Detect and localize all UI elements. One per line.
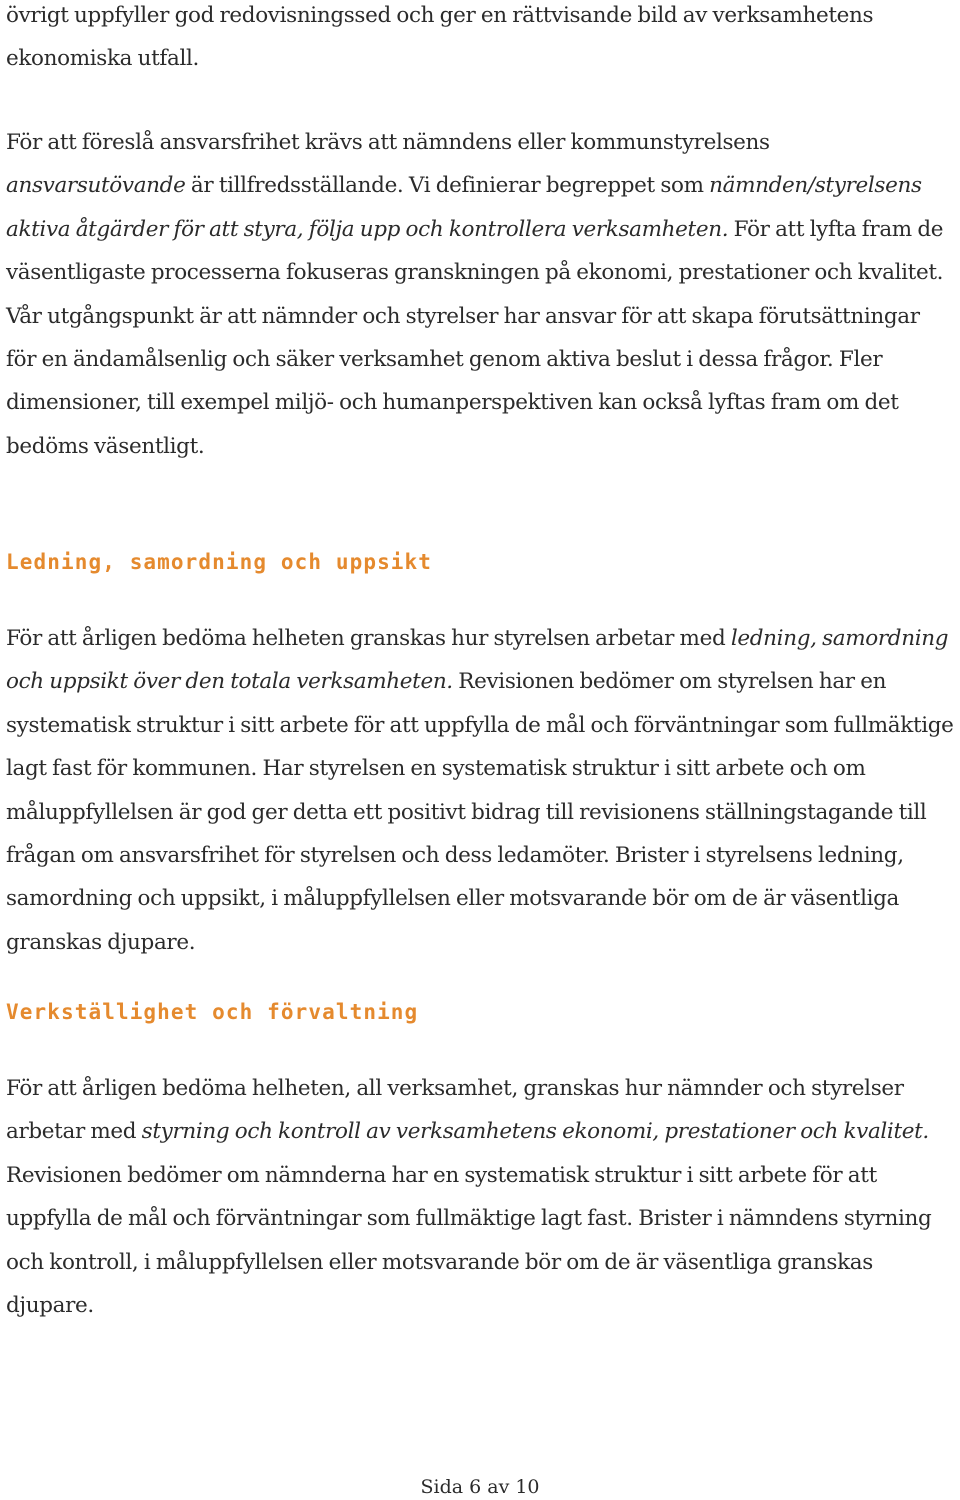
paragraph-ansvarsfrihet <box>6 121 954 468</box>
paragraph-text: Revisionen bedömer om nämnderna har en systematisk struktur i sitt arbete för att uppfylla de mål och förväntningar som fullmäktige lagt fast. Brister i nämndens styrning och kontroll, i måluppfyllelsen eller motsvarande bör om de är väsentliga granskas djupare. <box>6 1162 932 1319</box>
emphasis-text: ledning, samordning och uppsikt över den totala verksamheten. <box>6 626 949 695</box>
page-number-footer: Sida 6 av 10 <box>420 1476 540 1498</box>
section-heading-verkstallighet: Verkställighet och förvaltning <box>6 1000 419 1024</box>
paragraph-ledning <box>6 617 954 964</box>
paragraph-verkstallighet <box>6 1067 954 1327</box>
emphasis-text: nämnden/styrelsens aktiva åtgärder för att styra, följa upp och kontrollera verksamheten. <box>6 173 922 242</box>
emphasis-text: ansvarsutövande <box>6 173 186 199</box>
paragraph-text: övrigt uppfyller god redovisningssed och ger en rättvisande bild av verksamhetens ekonomiska utfall. <box>6 3 874 72</box>
paragraph-text: är tillfredsställande. Vi definierar begreppet som <box>185 173 710 199</box>
paragraph-text: Revisionen bedömer om styrelsen har en systematisk struktur i sitt arbete för att uppfylla de mål och förväntningar som fullmäktige lagt fast för kommunen. Har styrelsen en systematisk struktur i sitt arbete och om måluppfyllelsen är god ger detta ett positivt bidrag till revisionens ställningstagande till frågan om ansvarsfrihet för styrelsen och dess ledamöter. Brister i styrelsens ledning, samordning och uppsikt, i måluppfyllelsen eller motsvarande bör om de är väsentliga granskas djupare. <box>6 669 954 955</box>
paragraph-text: För att föreslå ansvarsfrihet krävs att nämndens eller kommunstyrelsens <box>6 130 770 155</box>
section-heading-ledning: Ledning, samordning och uppsikt <box>6 550 433 574</box>
paragraph-text: För att årligen bedöma helheten granskas hur styrelsen arbetar med <box>6 626 731 651</box>
paragraph-text: För att årligen bedöma helheten, all verksamhet, granskas hur nämnder och styrelser arbetar med <box>6 1076 904 1145</box>
paragraph-intro-continuation <box>6 0 954 81</box>
emphasis-text: styrning och kontroll av verksamhetens ekonomi, prestationer och kvalitet. <box>141 1119 929 1145</box>
paragraph-text: För att lyfta fram de väsentligaste processerna fokuseras granskningen på ekonomi, prestationer och kvalitet. Vår utgångspunkt är att nämnder och styrelser har ansvar för att skapa förutsättningar för en ändamålsenlig och säker verksamhet genom aktiva beslut i dessa frågor. Fler dimensioner, till exempel miljö- och humanperspektiven kan också lyftas fram om det bedöms väsentligt. <box>6 216 944 459</box>
